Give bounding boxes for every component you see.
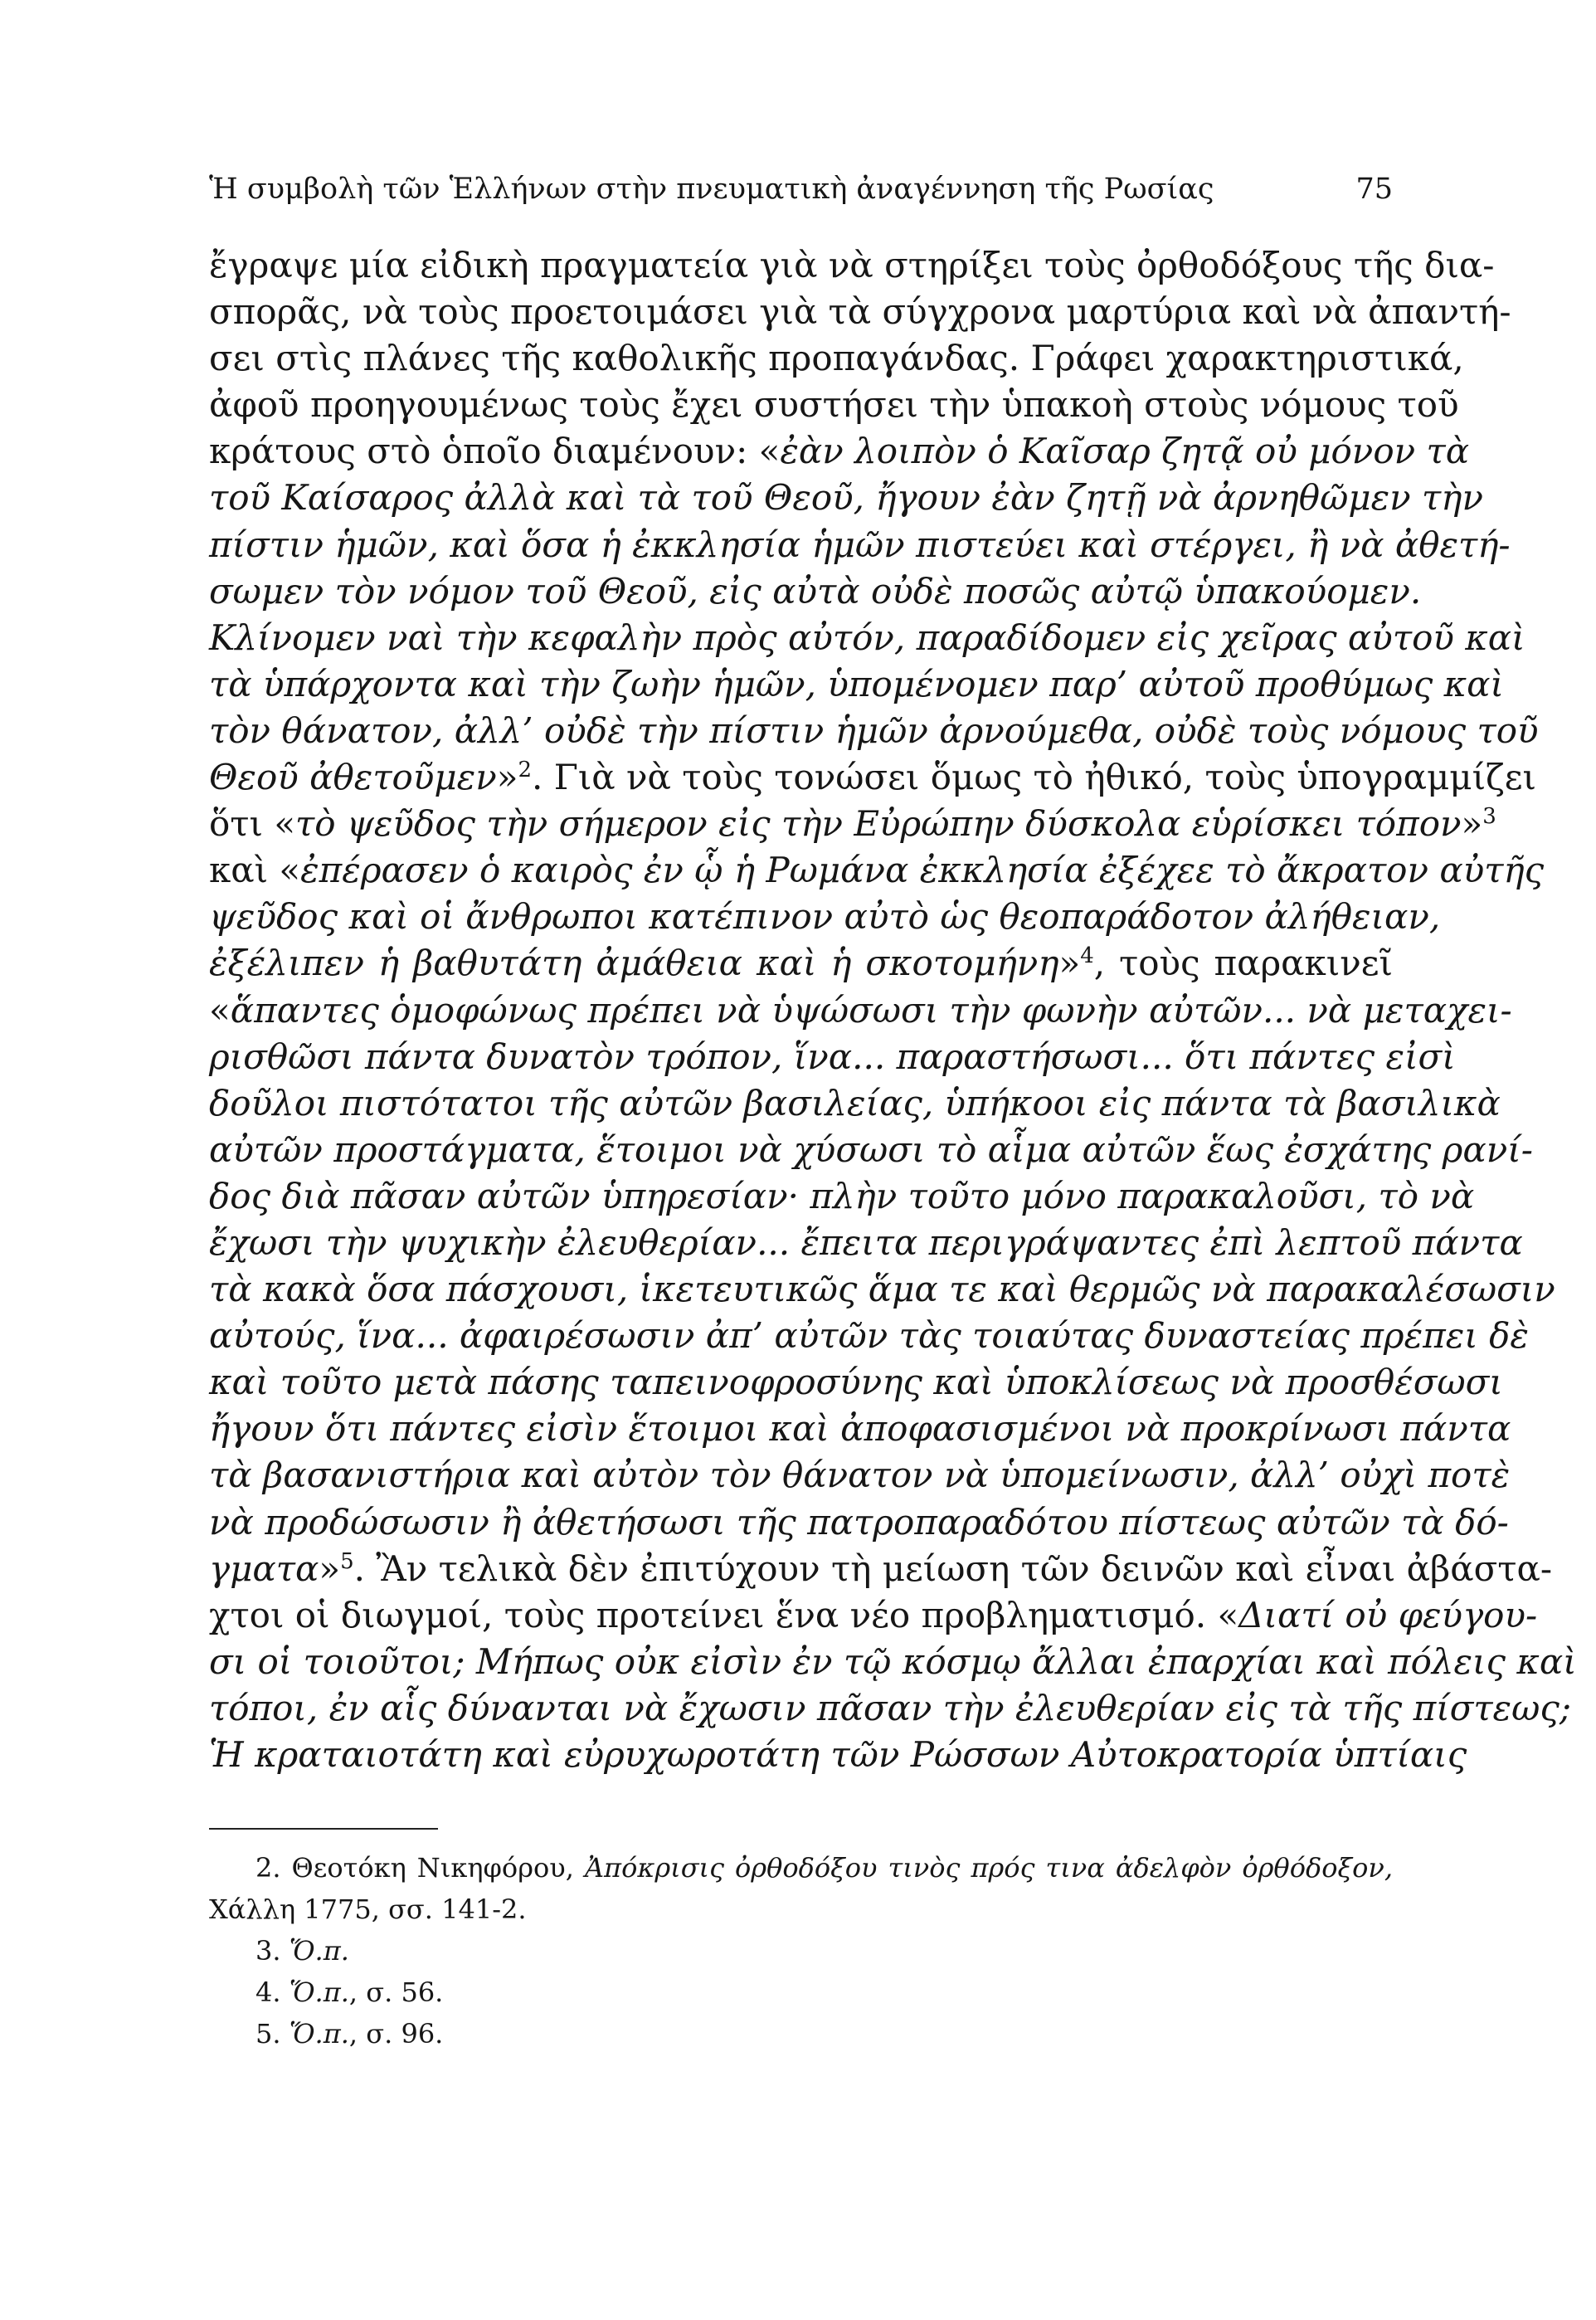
text-line	[209, 289, 1511, 335]
text-run: , σ. 96.	[348, 2018, 444, 2049]
text-line	[209, 847, 1545, 894]
italic-text: ψεῦδος καὶ οἱ ἄνθρωποι κατέπινον αὐτὸ ὡς θεοπαράδοτον ἀλήθειαν,	[209, 896, 1441, 938]
italic-text: ἐπέρασεν ὁ καιρὸς ἐν ᾧ ἡ Ρωμάνα ἐκκλησία ἐξέχεε τὸ ἄκρατον αὐτῆς	[300, 850, 1545, 891]
italic-text: Ὅ.π.	[289, 1976, 349, 2008]
text-line	[209, 754, 1537, 801]
footnote-2-line-1	[209, 1847, 1393, 1889]
footnote-separator	[209, 1828, 438, 1830]
italic-text: αὐτούς, ἵνα... ἀφαιρέσωσιν ἀπ’ αὐτῶν τὰς τοιαύτας δυναστείας πρέπει δὲ	[209, 1315, 1529, 1357]
footnotes	[209, 1847, 1393, 2054]
text-line	[209, 661, 1504, 708]
text-line	[209, 1732, 1467, 1778]
footnote-3	[209, 1930, 1393, 1972]
main-text	[209, 242, 1577, 1778]
italic-text: ρισθῶσι πάντα δυνατὸν τρόπον, ἵνα... παραστήσωσι... ὅτι πάντες εἰσὶ	[209, 1036, 1456, 1077]
italic-text: τὸ ψεῦδος τὴν σήμερον εἰς τὴν Εὐρώπην δύσκολα εὑρίσκει τόπον	[295, 803, 1462, 845]
text-line	[209, 428, 1470, 475]
italic-text: ἐὰν λοιπὸν ὁ Καῖσαρ ζητᾷ οὐ μόνον τὰ	[780, 431, 1470, 472]
text-line	[209, 1313, 1529, 1359]
text-line	[209, 615, 1525, 661]
italic-text: τὸν θάνατον, ἀλλ’ οὐδὲ τὴν πίστιν ἡμῶν ἀρνούμεθα, οὐδὲ τοὺς νόμους τοῦ	[209, 709, 1539, 751]
text-line	[209, 1359, 1503, 1406]
text-run: ἀφοῦ προηγουμένως τοὺς ἔχει συστήσει τὴν ὑπακοὴ στοὺς νόμους τοῦ	[209, 384, 1459, 426]
text-line	[209, 1499, 1509, 1546]
text-line	[209, 987, 1512, 1034]
text-line	[209, 475, 1483, 521]
page-number: 75	[1355, 173, 1393, 206]
text-run: 2. Θεοτόκη Νικηφόρου,	[255, 1852, 585, 1884]
text-line	[209, 940, 1393, 987]
italic-text: δος διὰ πᾶσαν αὐτῶν ὑπηρεσίαν· πλὴν τοῦτο μόνο παρακαλοῦσι, τὸ νὰ	[209, 1175, 1475, 1216]
text-line	[209, 1220, 1523, 1266]
italic-text: Ἀπόκρισις ὀρθοδόξου τινὸς πρός τινα ἀδελφὸν ὀρθόδοξον,	[584, 1852, 1394, 1884]
text-run: χτοι οἱ διωγμοί, τοὺς προτείνει ἕνα νέο προβληματισμό. «	[209, 1594, 1239, 1635]
italic-text: Κλίνομεν ναὶ τὴν κεφαλὴν πρὸς αὐτόν, παραδίδομεν εἰς χεῖρας αὐτοῦ καὶ	[209, 617, 1525, 658]
text-line	[209, 1080, 1501, 1127]
text-line	[209, 242, 1495, 289]
italic-text: τὰ βασανιστήρια καὶ αὐτὸν τὸν θάνατον νὰ ὑπομείνωσιν, ἀλλ’ οὐχὶ ποτὲ	[209, 1455, 1511, 1496]
text-line	[209, 1173, 1475, 1220]
text-line	[209, 1639, 1577, 1685]
text-line	[209, 522, 1511, 568]
text-run: ἔγραψε μία εἰδικὴ πραγματεία γιὰ νὰ στηρίξει τοὺς ὀρθοδόξους τῆς δια-	[209, 245, 1495, 285]
italic-text: αὐτῶν προστάγματα, ἕτοιμοι νὰ χύσωσι τὸ αἷμα αὐτῶν ἕως ἐσχάτης ρανί-	[209, 1128, 1533, 1170]
italic-text: Διατί οὐ φεύγου-	[1238, 1594, 1538, 1635]
text-run: »	[496, 757, 518, 798]
text-run: . Ἂν τελικὰ δὲν ἐπιτύχουν τὴ μείωση τῶν δεινῶν καὶ εἶναι ἀβάστα-	[353, 1547, 1553, 1589]
text-run: »	[1461, 803, 1483, 845]
running-title: Ἡ συμβολὴ τῶν Ἑλλήνων στὴν πνευματικὴ ἀναγέννηση τῆς Ρωσίας	[209, 173, 1214, 206]
italic-text: σι οἱ τοιοῦτοι; Μήπως οὐκ εἰσὶν ἐν τῷ κόσμῳ ἄλλαι ἐπαρχίαι καὶ πόλεις καὶ	[209, 1640, 1577, 1682]
italic-text: σωμεν τὸν νόμον τοῦ Θεοῦ, εἰς αὐτὰ οὐδὲ ποσῶς αὐτῷ ὑπακούομεν.	[209, 570, 1422, 612]
text-run: 4.	[255, 1976, 290, 2008]
text-run: , σ. 56.	[348, 1976, 444, 2008]
italic-text: πίστιν ἡμῶν, καὶ ὅσα ἡ ἐκκλησία ἡμῶν πιστεύει καὶ στέργει, ἢ νὰ ἀθετή-	[209, 524, 1511, 565]
text-line	[209, 894, 1441, 940]
text-line	[209, 1127, 1533, 1173]
italic-text: τὰ κακὰ ὅσα πάσχουσι, ἱκετευτικῶς ἅμα τε καὶ θερμῶς νὰ παρακαλέσωσιν	[209, 1269, 1555, 1310]
italic-text: δοῦλοι πιστότατοι τῆς αὐτῶν βασιλείας, ὑπήκοοι εἰς πάντα τὰ βασιλικὰ	[209, 1082, 1501, 1123]
text-line	[209, 1034, 1456, 1080]
italic-text: γματα	[209, 1547, 319, 1589]
text-run: σπορᾶς, νὰ τοὺς προετοιμάσει γιὰ τὰ σύγχρονα μαρτύρια καὶ νὰ ἀπαντή-	[209, 291, 1511, 333]
text-line	[209, 568, 1422, 615]
italic-text: καὶ τοῦτο μετὰ πάσης ταπεινοφροσύνης καὶ ὑποκλίσεως νὰ προσθέσωσι	[209, 1362, 1503, 1403]
italic-text: ἔχωσι τὴν ψυχικὴν ἐλευθερίαν... ἔπειτα περιγράψαντες ἐπὶ λεπτοῦ πάντα	[209, 1221, 1523, 1263]
italic-text: ἐξέλιπεν ἡ βαθυτάτη ἀμάθεια καὶ ἡ σκοτομήνη	[209, 943, 1059, 984]
footnote-ref: 3	[1482, 804, 1496, 830]
italic-text: Ὅ.π.	[289, 1935, 349, 1967]
footnote-ref: 4	[1080, 943, 1094, 969]
italic-text: τοῦ Καίσαρος ἀλλὰ καὶ τὰ τοῦ Θεοῦ, ἤγουν ἐὰν ζητῇ νὰ ἀρνηθῶμεν τὴν	[209, 477, 1483, 519]
text-run: . Γιὰ νὰ τοὺς τονώσει ὅμως τὸ ἠθικό, τοὺς ὑπογραμμίζει	[532, 757, 1537, 798]
italic-text: τὰ ὑπάρχοντα καὶ τὴν ζωὴν ἡμῶν, ὑπομένομεν παρ’ αὐτοῦ προθύμως καὶ	[209, 663, 1504, 704]
text-run: κράτους στὸ ὁποῖο διαμένουν: «	[209, 431, 781, 472]
text-line	[209, 1406, 1511, 1452]
text-run: 3.	[255, 1935, 290, 1967]
italic-text: νὰ προδώσωσιν ἢ ἀθετήσωσι τῆς πατροπαραδότου πίστεως αὐτῶν τὰ δό-	[209, 1501, 1509, 1543]
footnote-ref: 5	[340, 1548, 354, 1574]
text-run: »	[319, 1547, 341, 1589]
italic-text: ἅπαντες ὁμοφώνως πρέπει νὰ ὑψώσωσι τὴν φωνὴν αὐτῶν... νὰ μεταχει-	[230, 989, 1512, 1031]
text-run: 5.	[255, 2018, 290, 2049]
footnote-ref: 2	[518, 758, 532, 783]
text-line	[209, 1452, 1511, 1499]
footnote-5	[209, 2013, 1393, 2054]
footnote-4	[209, 1972, 1393, 2013]
text-line	[209, 1266, 1555, 1313]
text-line	[209, 801, 1496, 847]
text-run: ὅτι «	[209, 803, 296, 845]
italic-text: ἤγουν ὅτι πάντες εἰσὶν ἕτοιμοι καὶ ἀποφασισμένοι νὰ προκρίνωσι πάντα	[209, 1408, 1511, 1450]
text-run: , τοὺς παρακινεῖ	[1093, 943, 1394, 984]
italic-text: τόποι, ἐν αἷς δύνανται νὰ ἔχωσιν πᾶσαν τὴν ἐλευθερίαν εἰς τὰ τῆς πίστεως;	[209, 1687, 1572, 1728]
text-line	[209, 1546, 1553, 1592]
text-line	[209, 708, 1539, 754]
text-run: »	[1058, 943, 1081, 984]
text-run: σει στὶς πλάνες τῆς καθολικῆς προπαγάνδας. Γράφει χαρακτηριστικά,	[209, 338, 1464, 379]
text-line	[209, 335, 1464, 382]
text-line	[209, 382, 1459, 428]
text-run: καὶ «	[209, 850, 301, 891]
text-run: «	[209, 989, 231, 1031]
italic-text: Θεοῦ ἀθετοῦμεν	[209, 757, 497, 798]
italic-text: Ὅ.π.	[289, 2018, 349, 2049]
text-line	[209, 1592, 1538, 1639]
text-line	[209, 1685, 1572, 1732]
running-header	[209, 164, 1393, 214]
footnote-2-line-2: Χάλλη 1775, σσ. 141-2.	[209, 1894, 527, 1925]
italic-text: Ἡ κραταιοτάτη καὶ εὐρυχωροτάτη τῶν Ρώσσων Αὐτοκρατορία ὑπτίαις	[209, 1734, 1467, 1775]
